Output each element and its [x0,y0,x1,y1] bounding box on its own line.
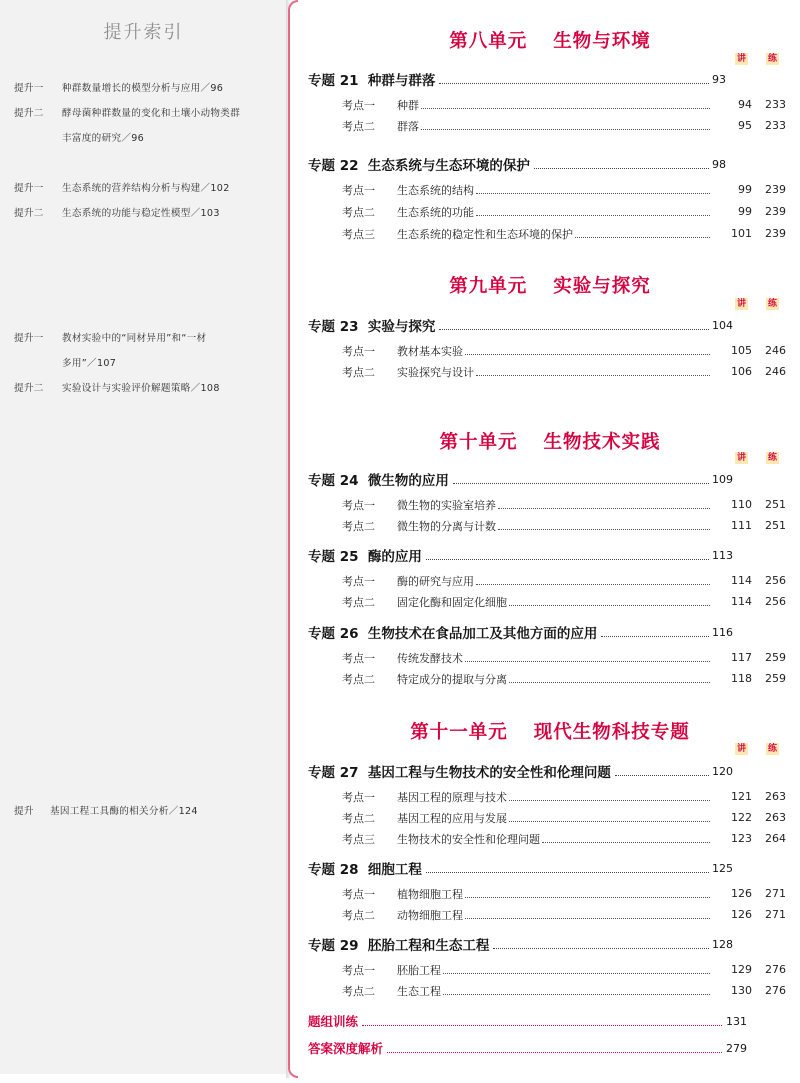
lecture-page: 121 [731,790,752,803]
index-item[interactable] [14,76,280,101]
lecture-page: 126 [731,908,752,921]
point-tag: 考点二 [342,672,375,686]
jiang-badge: 讲 [737,299,747,309]
lecture-page: 130 [731,984,752,997]
jiang-badge: 讲 [737,453,747,463]
practice-page: 251 [765,519,786,532]
index-item[interactable] [14,176,280,201]
topic-number: 专题 24 [308,473,359,489]
index-item-tag: 提升 [14,806,34,817]
leader-dots [601,636,709,637]
point-tag: 考点一 [342,183,375,197]
point-row[interactable] [342,96,786,113]
leader-dots [465,661,710,662]
practice-page: 233 [765,98,786,111]
point-title: 固定化酶和固定化细胞 [397,595,507,609]
point-row[interactable] [342,181,786,198]
point-tag: 考点二 [342,119,375,133]
topic-row[interactable] [308,69,786,89]
practice-page: 259 [765,651,786,664]
special-page: 131 [726,1014,747,1028]
unit-name: 第八单元 [449,31,528,52]
topic-row[interactable] [308,934,786,954]
point-title: 生态工程 [397,984,441,998]
improvement-index-panel [0,0,288,1074]
practice-page: 256 [765,595,786,608]
point-row[interactable] [342,670,786,687]
topic-number: 专题 28 [308,862,359,878]
leader-dots [387,1052,722,1053]
point-title: 实验探究与设计 [397,365,474,379]
leader-dots [443,994,710,995]
leader-dots [509,821,710,822]
practice-page: 276 [765,984,786,997]
leader-dots [534,168,709,169]
point-tag: 考点一 [342,344,375,358]
lecture-page: 111 [731,519,752,532]
lecture-page: 94 [738,98,752,111]
lecture-page: 126 [731,887,752,900]
point-title: 教材基本实验 [397,344,463,358]
practice-page: 271 [765,887,786,900]
lian-badge: 练 [768,299,778,309]
topic-page: 104 [712,318,733,332]
lian-badge: 练 [768,54,778,64]
point-row[interactable] [342,203,786,220]
point-tag: 考点一 [342,98,375,112]
leader-dots [476,375,710,376]
point-title: 动物细胞工程 [397,908,463,922]
practice-page: 239 [765,205,786,218]
lecture-page: 99 [738,183,752,196]
index-item[interactable] [14,201,280,226]
leader-dots [439,83,709,84]
topic-title: 细胞工程 [367,862,422,878]
leader-dots [421,129,710,130]
practice-page: 263 [765,811,786,824]
topic-number: 专题 21 [308,73,359,89]
topic-number: 专题 23 [308,319,359,335]
point-title: 基因工程的原理与技术 [397,790,507,804]
leader-dots [439,329,709,330]
point-tag: 考点一 [342,790,375,804]
lecture-page: 110 [731,498,752,511]
index-item-continuation: 多用”／107 [62,358,117,369]
lecture-page: 114 [731,595,752,608]
leader-dots [465,918,710,919]
topic-title: 基因工程与生物技术的安全性和伦理问题 [367,765,611,781]
point-row[interactable] [342,117,786,134]
topic-page: 98 [712,157,726,171]
lecture-page: 101 [731,227,752,240]
improvement-index-title: 提升索引 [103,22,184,43]
point-title: 生态系统的结构 [397,183,474,197]
topic-number: 专题 27 [308,765,359,781]
index-item-tag: 提升一 [14,183,44,194]
point-title: 酶的研究与应用 [397,574,474,588]
leader-dots [476,584,710,585]
point-row[interactable] [342,809,786,826]
lecture-page: 114 [731,574,752,587]
topic-row[interactable] [308,622,786,642]
unit-subject: 生物与环境 [553,31,651,52]
topic-number: 专题 29 [308,938,359,954]
topic-row[interactable] [308,154,786,174]
special-title: 答案深度解析 [308,1041,384,1056]
point-title: 特定成分的提取与分离 [397,672,507,686]
index-item-text: 教材实验中的“同材异用”和“一材 [62,333,207,344]
topic-row[interactable] [308,858,786,878]
leader-dots [443,973,710,974]
leader-dots [498,508,710,509]
practice-page: 276 [765,963,786,976]
point-row[interactable] [342,225,786,242]
lecture-page: 105 [731,344,752,357]
leader-dots [493,948,709,949]
topic-page: 125 [712,861,733,875]
point-row[interactable] [342,572,786,589]
lecture-page: 106 [731,365,752,378]
special-page: 279 [726,1041,747,1055]
lecture-page: 129 [731,963,752,976]
special-title: 题组训练 [308,1014,359,1029]
point-tag: 考点一 [342,887,375,901]
point-row[interactable] [342,788,786,805]
index-item[interactable] [14,326,280,376]
point-tag: 考点二 [342,811,375,825]
unit-name: 第十单元 [439,432,518,453]
point-row[interactable] [342,496,786,513]
topic-page: 109 [712,472,733,486]
index-item-text: 酵母菌种群数量的变化和土壤小动物类群 [62,108,241,119]
lecture-page: 95 [738,119,752,132]
unit-subject: 实验与探究 [553,276,651,297]
practice-page: 239 [765,183,786,196]
practice-page: 271 [765,908,786,921]
unit-subject: 现代生物科技专题 [533,722,690,743]
point-tag: 考点二 [342,205,375,219]
index-item-tag: 提升二 [14,208,44,219]
topic-title: 生物技术在食品加工及其他方面的应用 [367,626,598,642]
point-title: 种群 [397,98,419,112]
point-title: 生态系统的功能 [397,205,474,219]
index-item-text: 实验设计与实验评价解题策略／108 [62,383,220,394]
point-row[interactable] [342,961,786,978]
exercise-group-row[interactable] [308,1012,786,1030]
point-tag: 考点三 [342,227,375,241]
point-tag: 考点二 [342,519,375,533]
topic-page: 113 [712,548,733,562]
practice-page: 264 [765,832,786,845]
spine-divider [288,0,298,1078]
topic-number: 专题 22 [308,158,359,174]
lecture-page: 118 [731,672,752,685]
leader-dots [509,605,710,606]
unit-title-11 [300,718,800,744]
practice-page: 263 [765,790,786,803]
unit-title-10 [300,428,800,454]
point-title: 微生物的分离与计数 [397,519,496,533]
topic-page: 128 [712,937,733,951]
topic-number: 专题 25 [308,549,359,565]
leader-dots [426,872,709,873]
practice-page: 246 [765,365,786,378]
index-item-text: 生态系统的功能与稳定性模型／103 [62,208,220,219]
leader-dots [615,775,709,776]
leader-dots [509,800,710,801]
lecture-page: 123 [731,832,752,845]
topic-row[interactable] [308,469,786,489]
point-title: 传统发酵技术 [397,651,463,665]
topic-page: 116 [712,625,733,639]
point-tag: 考点一 [342,651,375,665]
leader-dots [453,483,709,484]
lecture-page: 117 [731,651,752,664]
leader-dots [465,897,710,898]
jiang-badge: 讲 [737,54,747,64]
index-item-tag: 提升一 [14,83,44,94]
point-row[interactable] [342,906,786,923]
topic-title: 微生物的应用 [367,473,449,489]
answer-analysis-row[interactable] [308,1039,786,1057]
point-tag: 考点二 [342,984,375,998]
lian-badge: 练 [768,744,778,754]
topic-row[interactable] [308,761,786,781]
point-title: 胚胎工程 [397,963,441,977]
topic-row[interactable] [308,545,786,565]
practice-page: 239 [765,227,786,240]
index-item-text: 生态系统的营养结构分析与构建／102 [62,183,230,194]
point-tag: 考点一 [342,574,375,588]
point-tag: 考点三 [342,832,375,846]
topic-row[interactable] [308,315,786,335]
topic-page: 93 [712,72,726,86]
unit-subject: 生物技术实践 [543,432,661,453]
point-title: 微生物的实验室培养 [397,498,496,512]
point-row[interactable] [342,363,786,380]
point-title: 基因工程的应用与发展 [397,811,507,825]
index-item-tag: 提升一 [14,333,44,344]
index-item-tag: 提升二 [14,383,44,394]
practice-page: 246 [765,344,786,357]
leader-dots [421,108,710,109]
leader-dots [426,559,709,560]
point-tag: 考点一 [342,498,375,512]
point-title: 群落 [397,119,419,133]
lian-badge: 练 [768,453,778,463]
practice-page: 259 [765,672,786,685]
leader-dots [362,1025,722,1026]
leader-dots [465,354,710,355]
index-item-text: 基因工程工具酶的相关分析／124 [50,806,198,817]
point-row[interactable] [342,982,786,999]
point-tag: 考点二 [342,908,375,922]
point-tag: 考点二 [342,365,375,379]
topic-number: 专题 26 [308,626,359,642]
topic-title: 胚胎工程和生态工程 [367,938,490,954]
leader-dots [575,237,710,238]
topic-page: 120 [712,764,733,778]
point-tag: 考点二 [342,595,375,609]
point-row[interactable] [342,593,786,610]
leader-dots [476,193,710,194]
point-row[interactable] [342,342,786,359]
lecture-page: 122 [731,811,752,824]
practice-page: 251 [765,498,786,511]
index-item[interactable] [14,376,280,401]
point-row[interactable] [342,649,786,666]
index-item-continuation: 丰富度的研究／96 [62,133,145,144]
practice-page: 256 [765,574,786,587]
leader-dots [498,529,710,530]
unit-title-9 [300,272,800,298]
topic-title: 实验与探究 [367,319,436,335]
index-item-tag: 提升二 [14,108,44,119]
index-item-text: 种群数量增长的模型分析与应用／96 [62,83,224,94]
topic-title: 生态系统与生态环境的保护 [367,158,530,174]
point-row[interactable] [342,885,786,902]
unit-title-8 [300,27,800,53]
lecture-page: 99 [738,205,752,218]
point-row[interactable] [342,517,786,534]
index-item[interactable] [14,799,280,824]
topic-title: 酶的应用 [367,549,422,565]
unit-name: 第九单元 [449,276,528,297]
point-title: 生态系统的稳定性和生态环境的保护 [397,227,573,241]
practice-page: 233 [765,119,786,132]
point-tag: 考点一 [342,963,375,977]
topic-title: 种群与群落 [367,73,436,89]
point-title: 生物技术的安全性和伦理问题 [397,832,540,846]
jiang-badge: 讲 [737,744,747,754]
leader-dots [509,682,710,683]
index-item[interactable] [14,101,280,151]
point-row[interactable] [342,830,786,847]
unit-name: 第十一单元 [410,722,508,743]
leader-dots [476,215,710,216]
leader-dots [542,842,710,843]
point-title: 植物细胞工程 [397,887,463,901]
